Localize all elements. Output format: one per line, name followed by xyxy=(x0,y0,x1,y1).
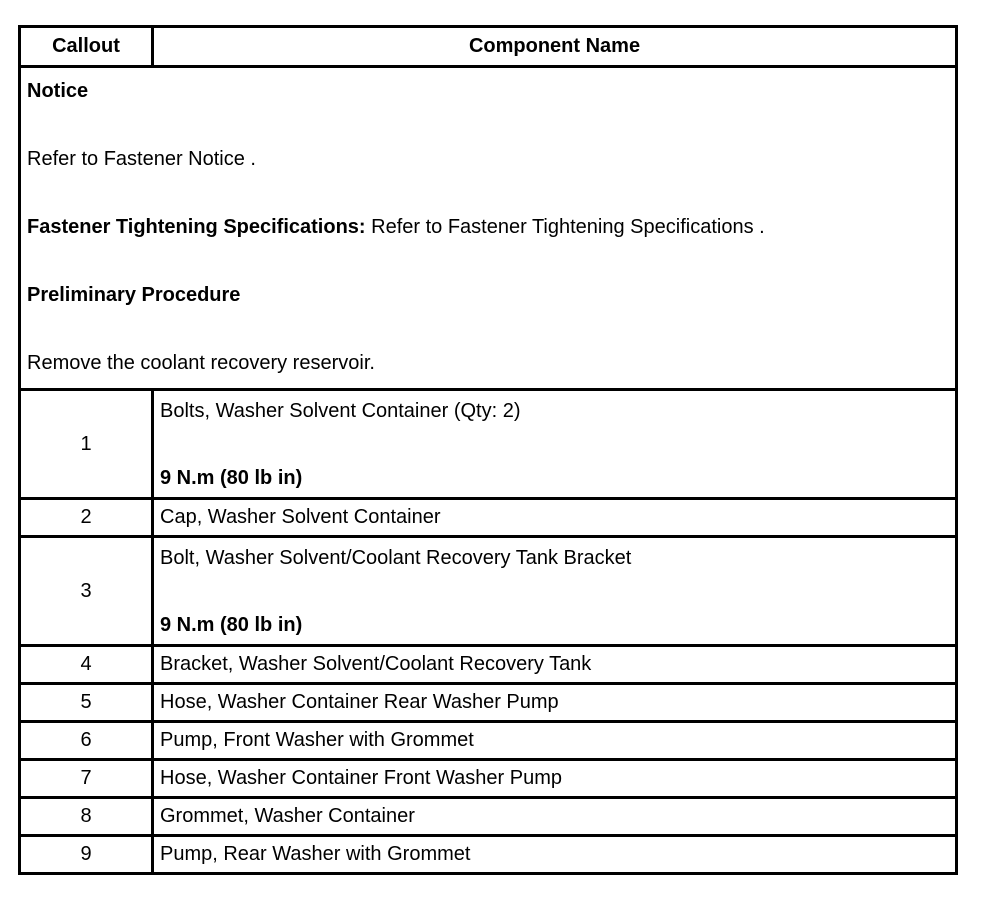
table-row xyxy=(20,390,957,499)
component-cell xyxy=(153,390,957,499)
table-row xyxy=(20,836,957,874)
table-row xyxy=(20,646,957,684)
notice-cell xyxy=(20,67,957,390)
callout-cell: 8 xyxy=(20,798,153,836)
spec-text: Refer to Fastener Tightening Specifications . xyxy=(365,216,765,238)
callout-cell: 9 xyxy=(20,836,153,874)
table-row xyxy=(20,684,957,722)
component-name: Bracket, Washer Solvent/Coolant Recovery Tank xyxy=(153,646,957,684)
table-row xyxy=(20,537,957,646)
header-row xyxy=(20,27,957,67)
component-name: Bolts, Washer Solvent Container (Qty: 2) xyxy=(160,400,521,422)
component-table xyxy=(18,25,958,875)
notice-title: Notice xyxy=(27,80,89,102)
component-name: Bolt, Washer Solvent/Coolant Recovery Tank Bracket xyxy=(160,547,632,569)
component-name: Cap, Washer Solvent Container xyxy=(153,499,957,537)
notice-row xyxy=(20,67,957,390)
component-name: Pump, Rear Washer with Grommet xyxy=(153,836,957,874)
prelim-title: Preliminary Procedure xyxy=(27,284,241,306)
table-row xyxy=(20,499,957,537)
component-name: Grommet, Washer Container xyxy=(153,798,957,836)
callout-cell: 6 xyxy=(20,722,153,760)
callout-cell: 5 xyxy=(20,684,153,722)
callout-header: Callout xyxy=(20,27,153,67)
callout-cell: 3 xyxy=(20,537,153,646)
component-name: Hose, Washer Container Rear Washer Pump xyxy=(153,684,957,722)
table-row xyxy=(20,798,957,836)
callout-cell: 2 xyxy=(20,499,153,537)
torque-spec: 9 N.m (80 lb in) xyxy=(160,614,303,636)
callout-cell: 1 xyxy=(20,390,153,499)
notice-text: Refer to Fastener Notice . xyxy=(27,148,256,170)
callout-cell: 4 xyxy=(20,646,153,684)
component-name: Pump, Front Washer with Grommet xyxy=(153,722,957,760)
callout-cell: 7 xyxy=(20,760,153,798)
table-row xyxy=(20,760,957,798)
component-header: Component Name xyxy=(153,27,957,67)
spec-label: Fastener Tightening Specifications: xyxy=(27,216,366,238)
component-cell xyxy=(153,537,957,646)
component-name: Hose, Washer Container Front Washer Pump xyxy=(153,760,957,798)
prelim-text: Remove the coolant recovery reservoir. xyxy=(27,352,375,374)
table-row xyxy=(20,722,957,760)
torque-spec: 9 N.m (80 lb in) xyxy=(160,467,303,489)
